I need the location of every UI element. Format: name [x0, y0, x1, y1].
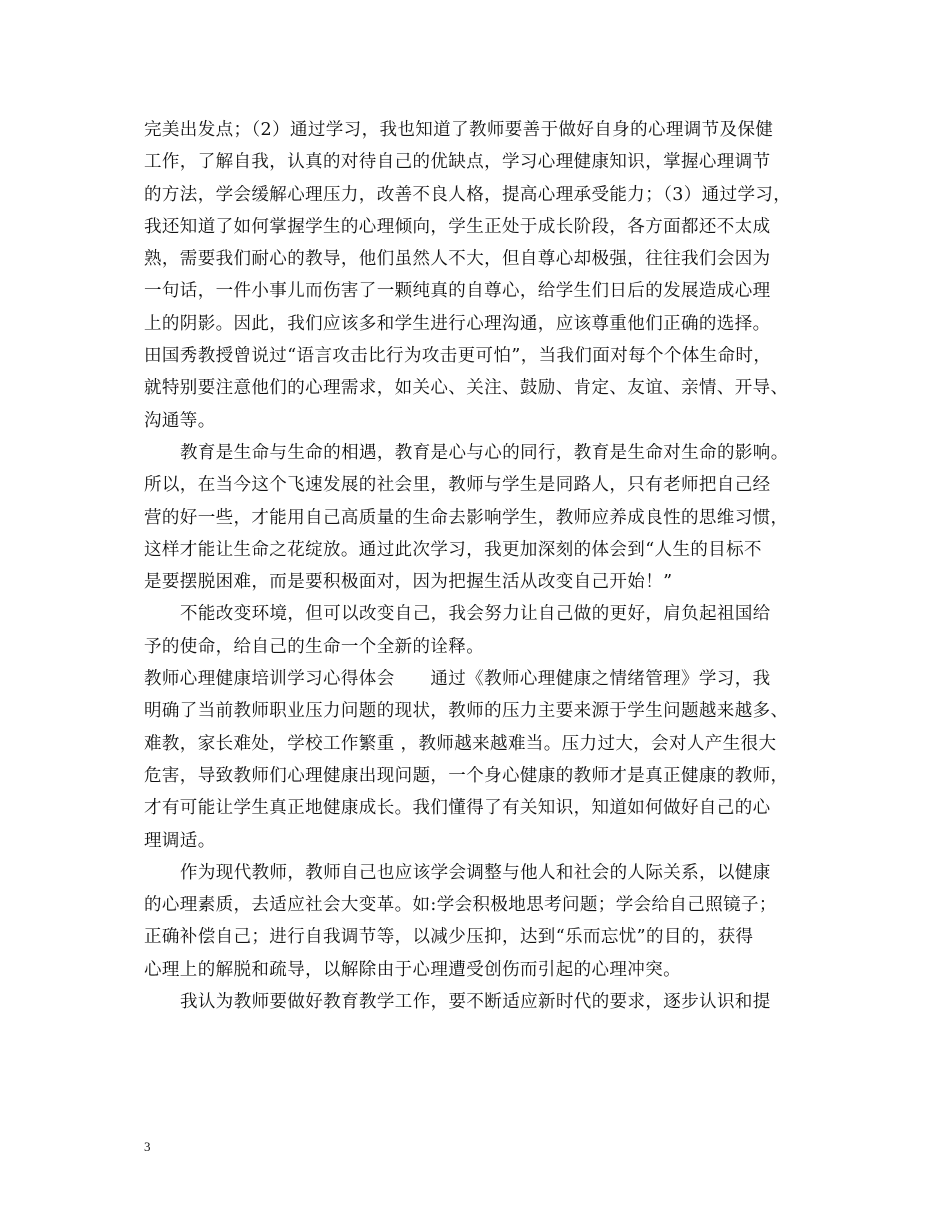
text-line: 不能改变环境，但可以改变自己，我会努力让自己做的更好，肩负起祖国给: [180, 604, 771, 625]
text-line: 理调适。: [144, 830, 216, 851]
text-line: 作为现代教师，教师自己也应该学会调整与他人和社会的人际关系，以健康: [180, 862, 771, 883]
text-line: 这样才能让生命之花绽放。通过此次学习，我更加深刻的体会到“人生的目标不: [144, 539, 762, 560]
text-line: 我还知道了如何掌握学生的心理倾向，学生正处于成长阶段，各方面都还不太成: [144, 216, 771, 237]
text-line: 上的阴影。因此，我们应该多和学生进行心理沟通，应该尊重他们正确的选择。: [144, 313, 771, 334]
text-line: 所以，在当今这个飞速发展的社会里，教师与学生是同路人，只有老师把自己经: [144, 475, 771, 496]
text-line: 田国秀教授曾说过“语言攻击比行为攻击更可怕”，当我们面对每个个体生命时，: [144, 346, 772, 367]
text-line: 工作，了解自我，认真的对待自己的优缺点，学习心理健康知识，掌握心理调节: [144, 152, 771, 173]
text-line: 正确补偿自己；进行自我调节等，以减少压抑，达到“乐而忘忧”的目的，获得: [144, 927, 754, 948]
text-line: 一句话，一件小事儿而伤害了一颗纯真的自尊心，给学生们日后的发展造成心理: [144, 281, 771, 302]
text-line: 沟通等。: [144, 410, 216, 431]
text-line: 营的好一些，才能用自己高质量的生命去影响学生，教师应养成良性的思维习惯，: [144, 507, 789, 528]
text-line: 难教，家长难处，学校工作繁重 ，教师越来越难当。压力过大，会对人产生很大: [144, 733, 777, 754]
text-line: 是要摆脱困难，而是要积极面对，因为把握生活从改变自己开始！”: [144, 572, 673, 593]
text-line: 就特别要注意他们的心理需求，如关心、关注、鼓励、肯定、友谊、亲情、开导、: [144, 378, 789, 399]
text-line: 教师心理健康培训学习心得体会 通过《教师心理健康之情绪管理》学习，我: [144, 669, 771, 690]
text-line: 教育是生命与生命的相遇，教育是心与心的同行，教育是生命对生命的影响。: [180, 442, 789, 463]
text-line: 才有可能让学生真正地健康成长。我们懂得了有关知识，知道如何做好自己的心: [144, 798, 771, 819]
text-line: 予的使命，给自己的生命一个全新的诠释。: [144, 636, 485, 657]
body-text: [144, 114, 824, 1018]
page-number: 3: [144, 1139, 151, 1154]
text-line: 危害，导致教师们心理健康出现问题，一个身心健康的教师才是真正健康的教师，: [144, 765, 789, 786]
text-line: 心理上的解脱和疏导，以解除由于心理遭受创伤而引起的心理冲突。: [144, 959, 681, 980]
text-line: 的方法，学会缓解心理压力，改善不良人格，提高心理承受能力；（3）通过学习，: [144, 184, 792, 205]
text-line: 的心理素质，去适应社会大变革。如:学会积极地思考问题；学会给自己照镜子；: [144, 895, 777, 916]
text-line: 明确了当前教师职业压力问题的现状，教师的压力主要来源于学生问题越来越多、: [144, 701, 789, 722]
text-line: 完美出发点；（2）通过学习，我也知道了教师要善于做好自身的心理调节及保健: [144, 120, 774, 140]
text-line: 我认为教师要做好教育教学工作，要不断适应新时代的要求，逐步认识和提: [180, 992, 771, 1013]
text-line: 熟，需要我们耐心的教导，他们虽然人不大，但自尊心却极强，往往我们会因为: [144, 249, 771, 270]
